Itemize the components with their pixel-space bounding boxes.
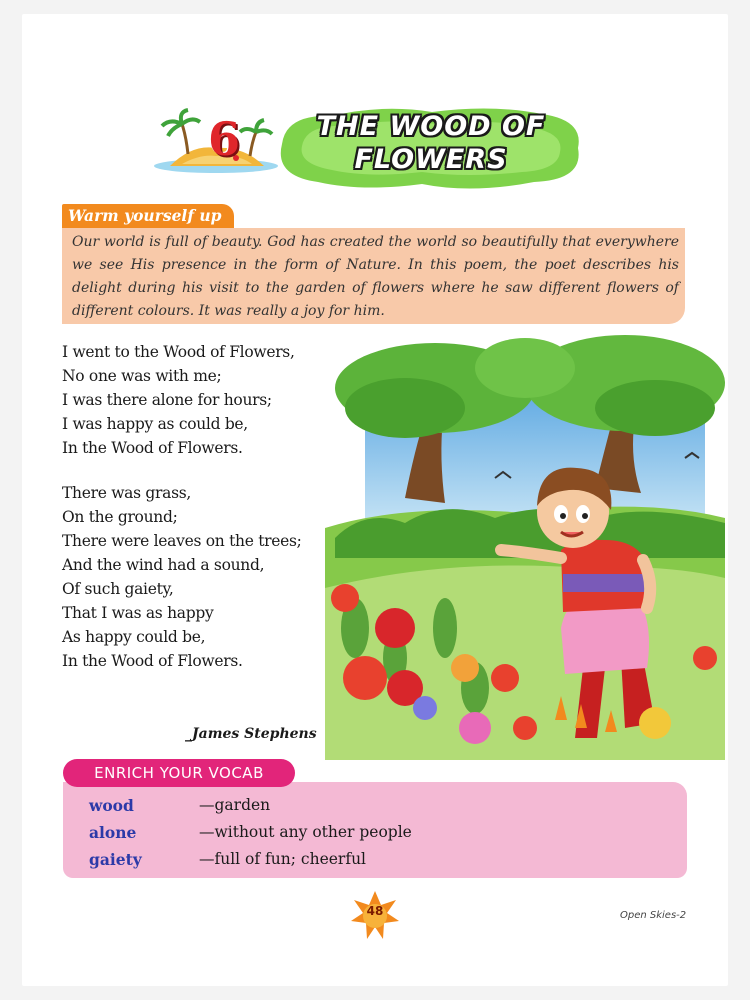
poem-line: I was happy as could be, (62, 415, 248, 433)
poem-line: And the wind had a sound, (62, 556, 265, 574)
vocab-item (89, 823, 649, 849)
vocab-item (89, 850, 649, 876)
warm-up-text: Our world is full of beauty. God has created the world so beautifully that everywhere we see His presence in the form of Nature. In this poem, the poet describes his delight during his visit to the garden of flowers where he saw different flowers of different colours. It was really a joy for him. (72, 234, 679, 319)
chapter-title (300, 110, 562, 176)
chapter-title-line1: THE WOOD OF (316, 111, 546, 142)
poem-line: In the Wood of Flowers. (62, 439, 243, 457)
poem (62, 340, 362, 694)
series-name: Open Skies-2 (620, 910, 687, 921)
page-number: 48 (366, 904, 384, 918)
vocab-meaning: —without any other people (199, 823, 412, 841)
poem-line: There was grass, (62, 484, 192, 502)
vocab-item (89, 796, 649, 822)
vocab-word: wood (89, 796, 134, 815)
poem-line: No one was with me; (62, 367, 222, 385)
poem-stanza-2 (62, 481, 362, 673)
vocab-label: ENRICH YOUR VOCAB (63, 759, 295, 787)
poem-line: I went to the Wood of Flowers, (62, 343, 295, 361)
vocab-meaning: —garden (199, 796, 271, 814)
poem-line: There were leaves on the trees; (62, 532, 302, 550)
poem-line: As happy could be, (62, 628, 206, 646)
vocab-word: alone (89, 823, 137, 842)
vocab-box (63, 782, 687, 878)
poem-line: That I was as happy (62, 604, 214, 622)
poem-stanza-1 (62, 340, 362, 460)
boy-in-garden-illustration (325, 328, 725, 760)
vocab-meaning: —full of fun; cheerful (199, 850, 367, 868)
vocab-word: gaiety (89, 850, 142, 869)
warm-up-label: Warm yourself up (62, 204, 234, 228)
poem-line: In the Wood of Flowers. (62, 652, 243, 670)
poem-author: _James Stephens (185, 726, 317, 742)
poem-line: On the ground; (62, 508, 178, 526)
poem-line: I was there alone for hours; (62, 391, 272, 409)
warm-up-box (62, 228, 685, 324)
chapter-title-line2: FLOWERS (354, 144, 508, 175)
chapter-number: 6 (207, 112, 240, 166)
poem-line: Of such gaiety, (62, 580, 174, 598)
